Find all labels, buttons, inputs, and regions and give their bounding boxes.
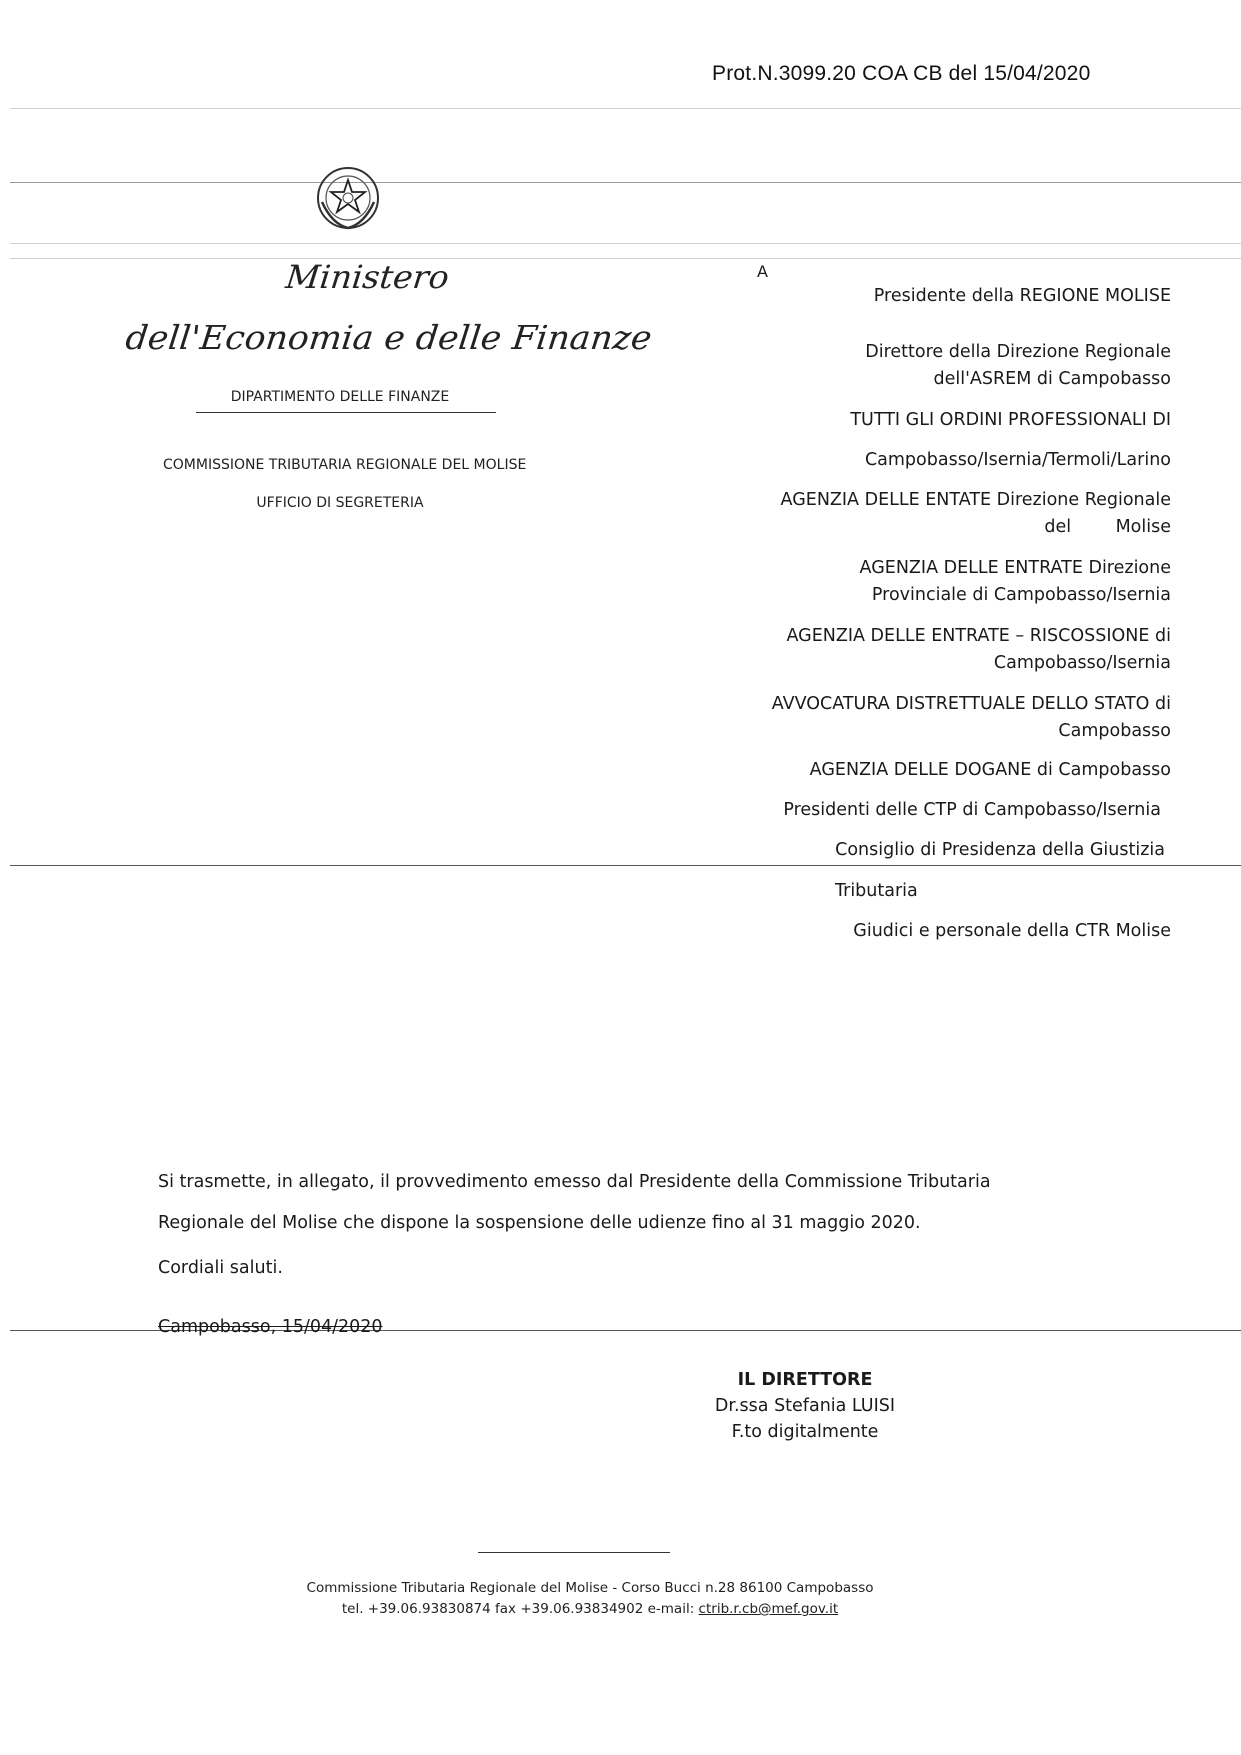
greeting: Cordiali saluti.	[158, 1258, 283, 1278]
recipients-prefix: A	[757, 262, 768, 281]
signature-note: F.to digitalmente	[731, 1422, 879, 1442]
scan-line	[10, 865, 1241, 866]
body-paragraph: Regionale del Molise che dispone la sospensione delle udienze fino al 31 maggio 2020.	[158, 1213, 921, 1233]
footer-contact-numbers: tel. +39.06.93830874 fax +39.06.93834902 e-mail:	[341, 1601, 695, 1617]
recipient-line: AGENZIA DELLE ENTATE Direzione Regionale	[780, 490, 1171, 510]
recipient-line: Campobasso	[1058, 721, 1171, 741]
signature-title: IL DIRETTORE	[737, 1370, 873, 1390]
recipient-line: AGENZIA DELLE ENTRATE Direzione	[859, 558, 1171, 578]
signature-name: Dr.ssa Stefania LUISI	[714, 1396, 896, 1416]
footer-email-link[interactable]: ctrib.r.cb@mef.gov.it	[698, 1601, 839, 1617]
recipient-line: Presidente della REGIONE MOLISE	[873, 286, 1171, 306]
scan-line	[10, 182, 1241, 183]
footer-address: Commissione Tributaria Regionale del Molise - Corso Bucci n.28 86100 Campobasso	[306, 1580, 874, 1596]
protocol-number: Prot.N.3099.20 COA CB del 15/04/2020	[712, 62, 1091, 85]
recipient-line: del Molise	[1044, 517, 1171, 537]
recipient-line: Campobasso/Isernia/Termoli/Larino	[864, 450, 1171, 470]
recipient-line: TUTTI GLI ORDINI PROFESSIONALI DI	[850, 410, 1171, 430]
recipient-line: Tributaria	[835, 881, 918, 901]
department-name: DIPARTIMENTO DELLE FINANZE	[230, 389, 450, 405]
recipient-line: AGENZIA DELLE ENTRATE – RISCOSSIONE di	[786, 626, 1171, 646]
recipient-line: Presidenti delle CTP di Campobasso/Isernia	[783, 800, 1161, 820]
place-date: Campobasso, 15/04/2020	[158, 1317, 383, 1337]
scan-line	[10, 258, 1241, 259]
commission-name: COMMISSIONE TRIBUTARIA REGIONALE DEL MOLISE	[163, 457, 527, 473]
scan-line	[10, 108, 1241, 109]
recipient-line: dell'ASREM di Campobasso	[933, 369, 1171, 389]
recipient-line: AGENZIA DELLE DOGANE di Campobasso	[809, 760, 1171, 780]
recipient-line: AVVOCATURA DISTRETTUALE DELLO STATO di	[771, 694, 1171, 714]
ministry-title: Ministero	[283, 258, 451, 296]
recipient-line: Provinciale di Campobasso/Isernia	[871, 585, 1171, 605]
footer-divider	[478, 1552, 670, 1553]
body-paragraph: Si trasmette, in allegato, il provvedimento emesso dal Presidente della Commissione Tributaria	[158, 1172, 991, 1192]
recipient-line: Consiglio di Presidenza della Giustizia	[835, 840, 1165, 860]
footer-contacts	[200, 1599, 980, 1620]
italian-republic-emblem-icon	[312, 162, 384, 234]
scan-line	[10, 243, 1241, 244]
ministry-subtitle: dell'Economia e delle Finanze	[123, 318, 654, 357]
recipient-line: Campobasso/Isernia	[993, 653, 1171, 673]
department-underline	[196, 412, 496, 413]
recipient-line: Giudici e personale della CTR Molise	[853, 921, 1171, 941]
recipient-line: Direttore della Direzione Regionale	[865, 342, 1171, 362]
office-name: UFFICIO DI SEGRETERIA	[256, 495, 424, 511]
